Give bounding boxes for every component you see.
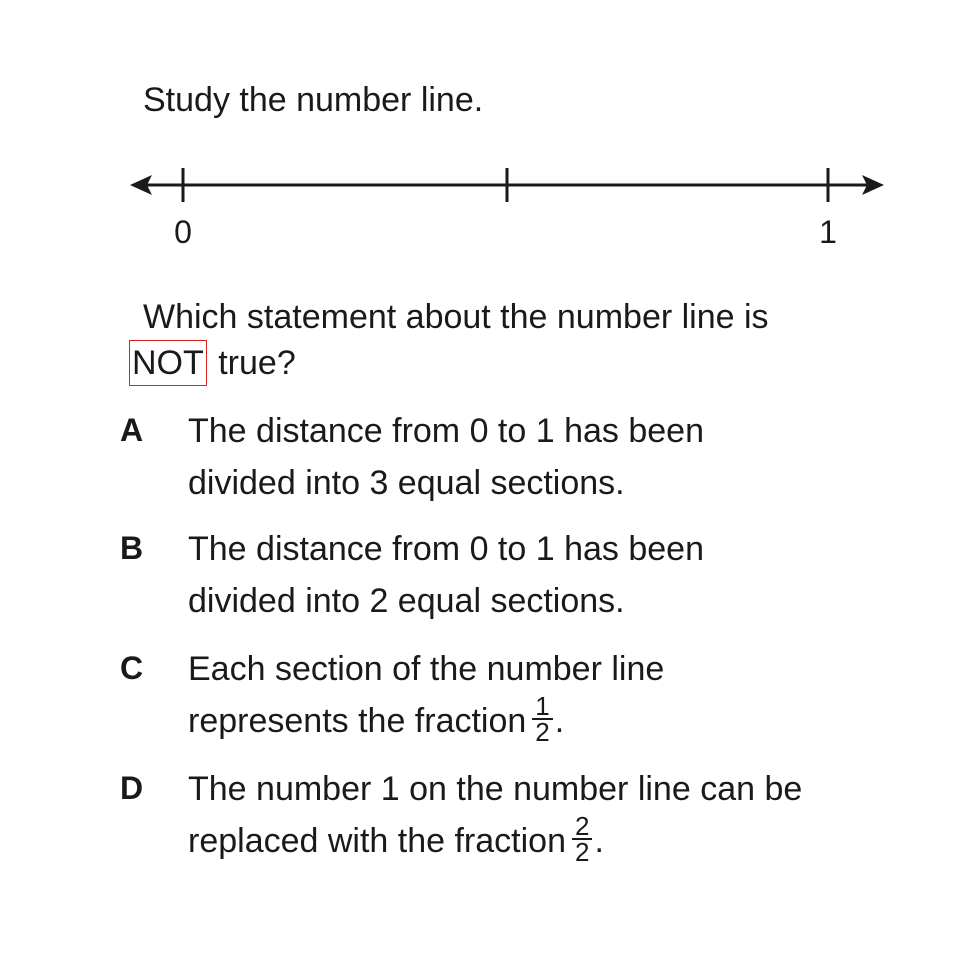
question-after: true? <box>218 344 296 382</box>
choice-b-text <box>188 523 704 627</box>
tick-label-0: 0 <box>174 214 192 250</box>
choice-d-line2: replaced with the fraction <box>188 822 566 860</box>
fraction-two-halves <box>572 811 592 868</box>
number-line <box>0 0 978 260</box>
fraction-one-half <box>532 691 552 748</box>
fraction-denominator: 2 <box>574 837 590 868</box>
not-emphasis: NOT <box>129 340 207 386</box>
question-text <box>132 294 903 386</box>
choice-b-letter: B <box>120 530 144 566</box>
fraction-numerator: 2 <box>572 814 592 840</box>
choice-c-line1: Each section of the number line <box>188 650 665 688</box>
choice-d-text <box>188 763 802 868</box>
prompt-text: Study the number line. <box>143 81 484 119</box>
fraction-numerator: 1 <box>532 694 552 720</box>
choice-c-text <box>188 643 664 748</box>
choice-d-line1: The number 1 on the number line can be <box>188 770 803 808</box>
question-before: Which statement about the number line is <box>143 298 769 336</box>
choice-b-line2: divided into 2 equal sections. <box>188 582 625 620</box>
choice-c-period: . <box>554 702 565 740</box>
choice-a-line2: divided into 3 equal sections. <box>188 464 625 502</box>
tick-label-1: 1 <box>819 214 837 250</box>
choice-a-text <box>188 405 704 509</box>
choice-a-line1: The distance from 0 to 1 has been <box>188 412 704 450</box>
choice-c-line2: represents the fraction <box>188 702 527 740</box>
fraction-denominator: 2 <box>535 717 550 748</box>
choice-b-line1: The distance from 0 to 1 has been <box>188 530 704 568</box>
choice-d-period: . <box>594 822 604 860</box>
choice-d-letter: D <box>120 770 144 806</box>
choice-a-letter: A <box>120 412 144 448</box>
choice-c-letter: C <box>120 650 144 686</box>
